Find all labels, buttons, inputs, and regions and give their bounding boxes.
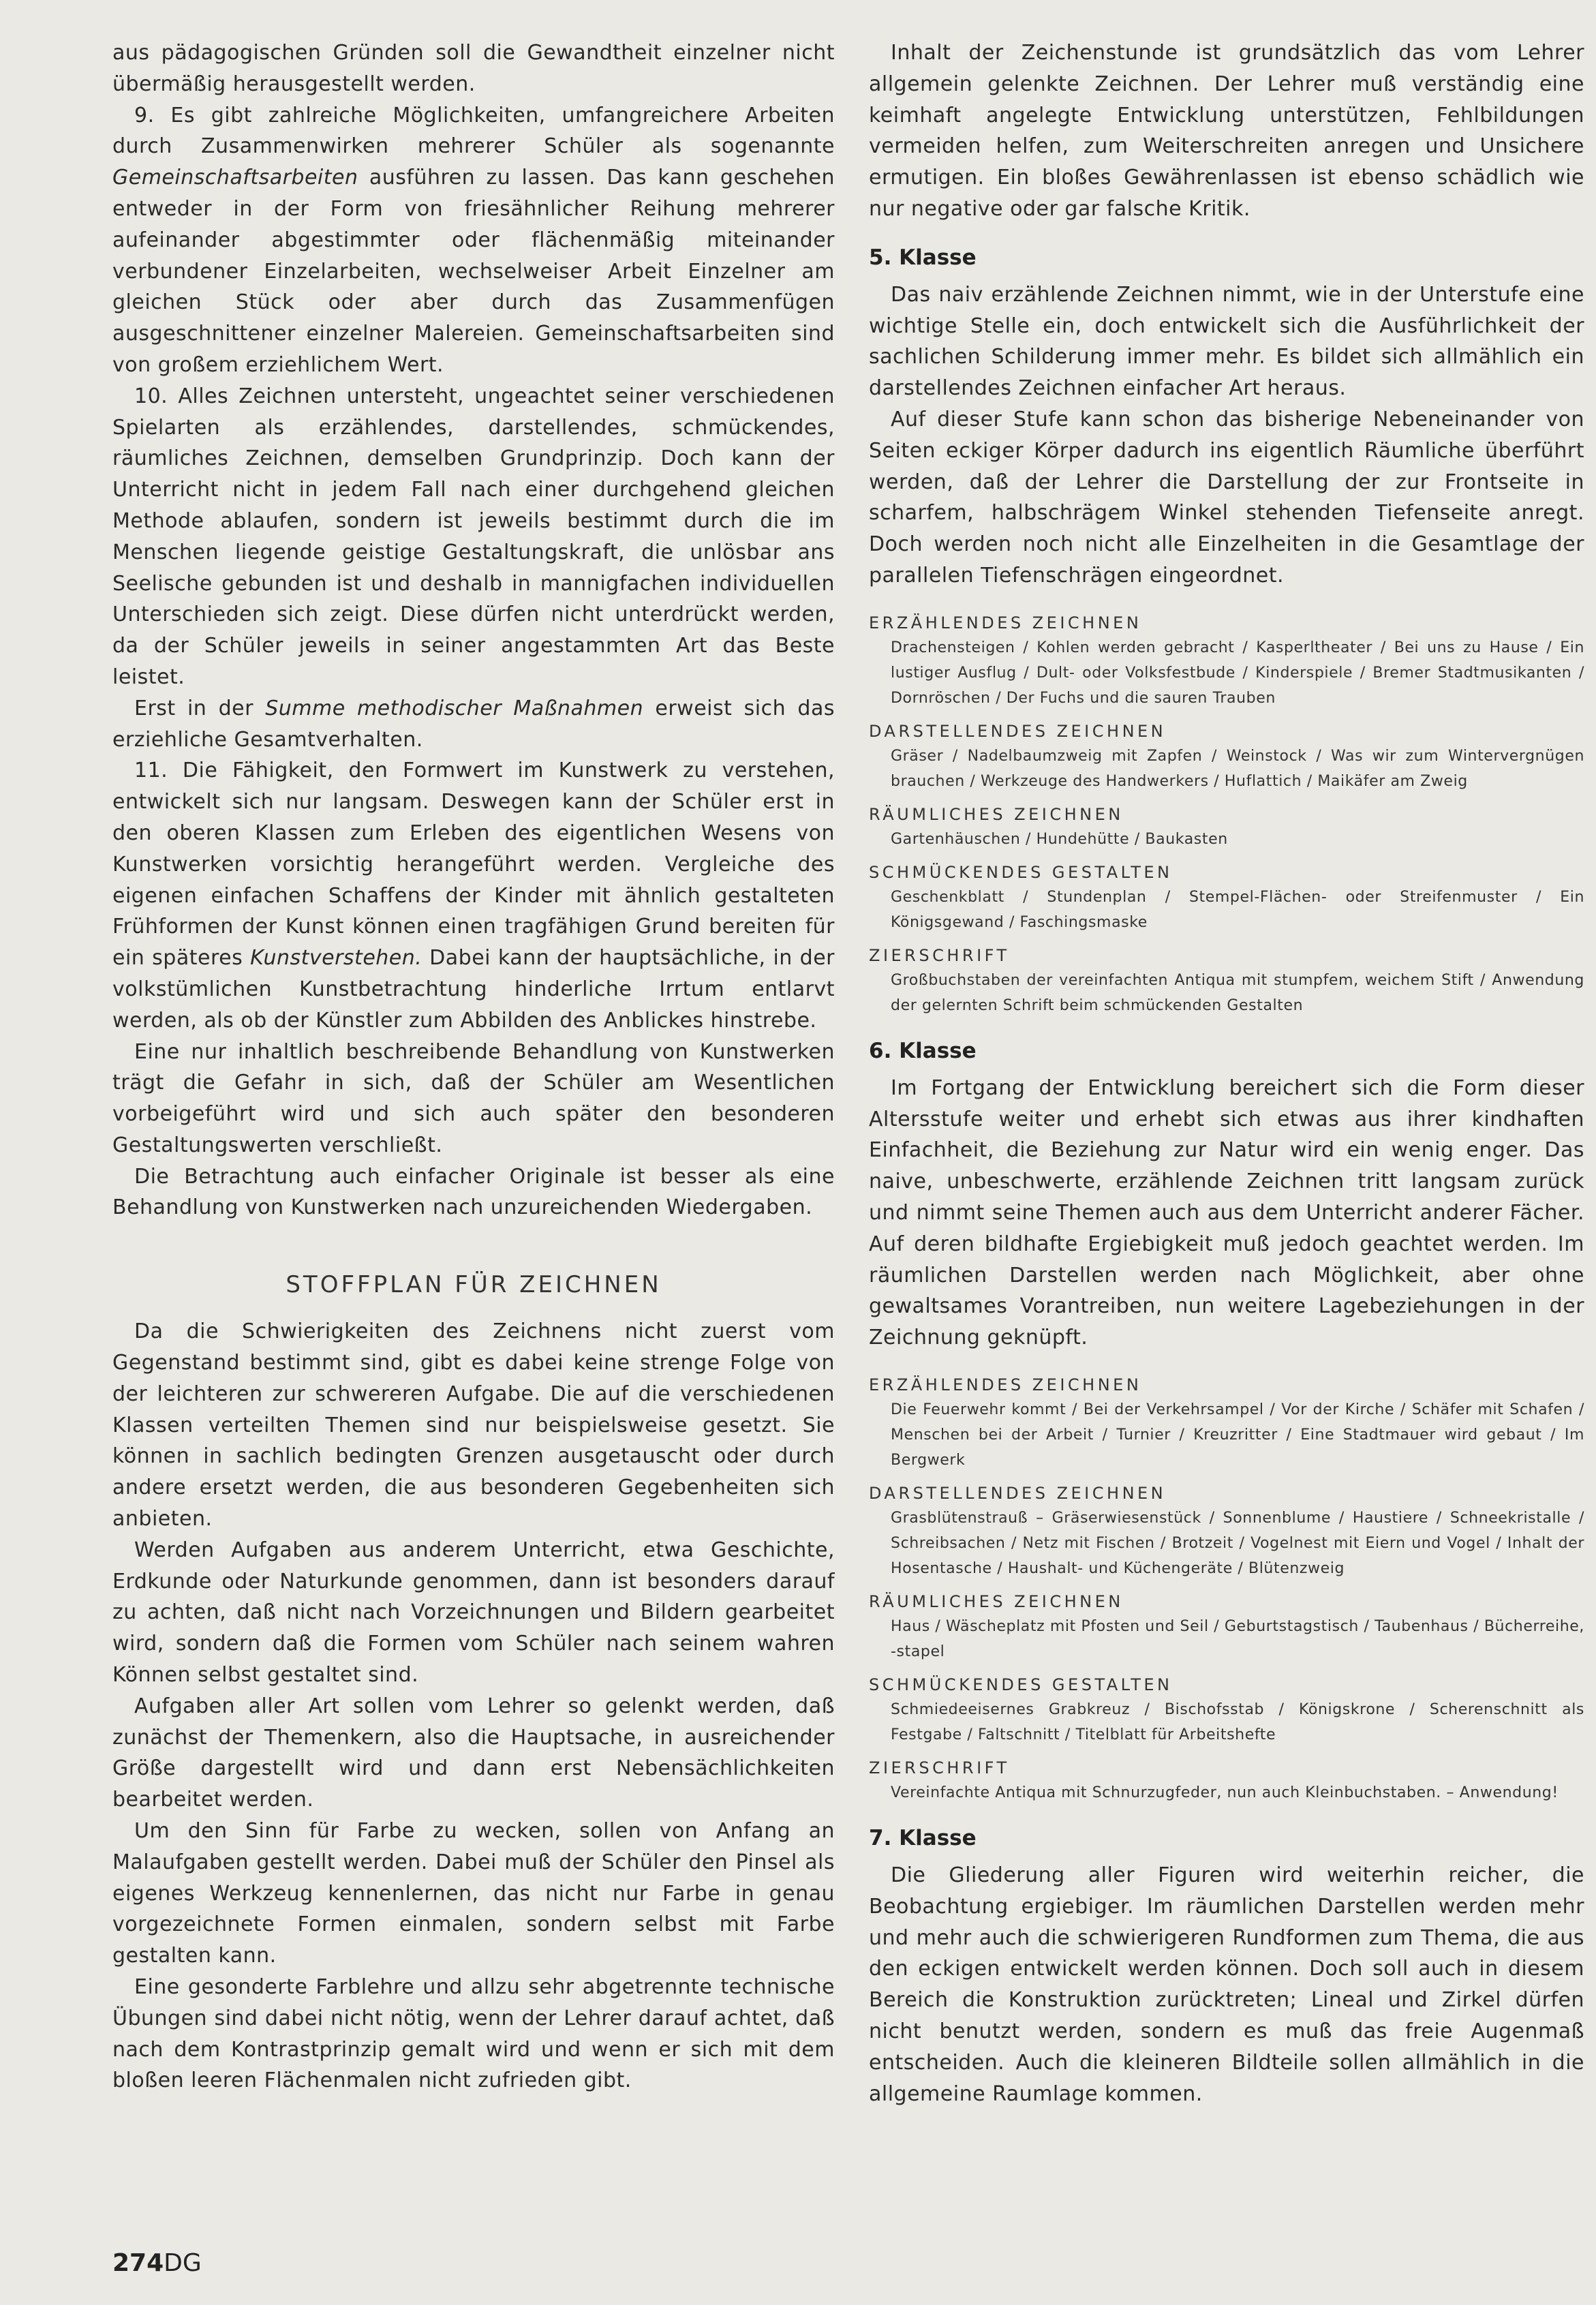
left-column bbox=[112, 37, 835, 2096]
topic-list: Schmiedeeisernes Grabkreuz / Bischofsstab / Königskrone / Scherenschnitt als Festgabe / Faltschnitt / Titelblatt für Arbeitshefte bbox=[891, 1700, 1584, 1743]
category-label: DARSTELLENDES ZEICHNEN bbox=[869, 1483, 1167, 1503]
topic-list: Haus / Wäscheplatz mit Pfosten und Seil / Geburtstagstisch / Taubenhaus / Bücherreihe, -stapel bbox=[891, 1617, 1584, 1660]
category-label: RÄUMLICHES ZEICHNEN bbox=[869, 1591, 1124, 1611]
category-label: RÄUMLICHES ZEICHNEN bbox=[869, 804, 1124, 824]
spacer bbox=[869, 1354, 1584, 1364]
page-number: 274 bbox=[112, 2249, 164, 2277]
topic-list: Geschenkblatt / Stundenplan / Stempel-Flächen- oder Streifenmuster / Ein Königsgewand / Faschingsmaske bbox=[891, 888, 1584, 931]
paragraph: Um den Sinn für Farbe zu wecken, sollen von Anfang an Malaufgaben gestellt werden. Dabei muß der Schüler den Pinsel als eigenes Werkzeug kennenlernen, das nicht nur Farbe in genau vorgezeichnete Formen einmalen, sondern selbst mit Farbe gestalten kann. bbox=[112, 1819, 835, 1968]
paragraph: Eine gesonderte Farblehre und allzu sehr abgetrennte technische Übungen sind dabei nicht nötig, wenn der Lehrer darauf achtet, daß nach dem Kontrastprinzip gemalt wird und wenn er sich mit dem bloßen leeren Flächenmalen nicht zufrieden gibt. bbox=[112, 1975, 835, 2093]
topic-list: Gartenhäuschen / Hundehütte / Baukasten bbox=[891, 830, 1228, 848]
class-7-heading: 7. Klasse bbox=[869, 1825, 977, 1850]
category-label: SCHMÜCKENDES GESTALTEN bbox=[869, 1675, 1173, 1694]
topic-list: Grasblütenstrauß – Gräserwiesenstück / Sonnenblume / Haustiere / Schneekristalle / Schreibsachen / Netz mit Fischen / Brotzeit / Vogelnest mit Eiern und Vogel / Inhalt der Hosentasche / Haushalt- und Küchengeräte / Blütenzweig bbox=[891, 1509, 1584, 1577]
category-label: ZIERSCHRIFT bbox=[869, 945, 1010, 965]
section-title: STOFFPLAN FÜR ZEICHNEN bbox=[286, 1271, 662, 1299]
paragraph-9: 9. Es gibt zahlreiche Möglichkeiten, umfangreichere Arbeiten durch Zusammenwirken mehrerer Schüler als sogenannte Gemeinschaftsarbeiten ausführen zu lassen. Das kann geschehen entweder in der Form von friesähnlicher Reihung mehrerer aufeinander abgestimmter oder flächenmäßig miteinander verbundener Einzelarbeiten, wechselweiser Arbeit Einzelner am gleichen Stück oder aber durch das Zusammenfügen ausgeschnittener einzelner Malereien. Gemeinschaftsarbeiten sind von großem erziehlichem Wert. bbox=[112, 103, 835, 377]
topic-list: Drachensteigen / Kohlen werden gebracht / Kasperltheater / Bei uns zu Hause / Ein lustiger Ausflug / Dult- oder Volksfestbude / Kinderspiele / Bremer Stadtmusikanten / Dornröschen / Der Fuchs und die sauren Trauben bbox=[891, 639, 1584, 707]
paragraph: aus pädagogischen Gründen soll die Gewandtheit einzelner nicht übermäßig herausgestellt werden. bbox=[112, 41, 835, 96]
topic-list: Vereinfachte Antiqua mit Schnurzugfeder, nun auch Kleinbuchstaben. – Anwendung! bbox=[891, 1784, 1559, 1801]
topic-list: Die Feuerwehr kommt / Bei der Verkehrsampel / Vor der Kirche / Schäfer mit Schafen / Menschen bei der Arbeit / Turnier / Kreuzritter / Eine Stadtmauer wird gebaut / Im Bergwerk bbox=[891, 1401, 1584, 1469]
class-6-heading: 6. Klasse bbox=[869, 1038, 977, 1063]
category-label: SCHMÜCKENDES GESTALTEN bbox=[869, 862, 1173, 882]
paragraph: Eine nur inhaltlich beschreibende Behandlung von Kunstwerken trägt die Gefahr in sich, daß der Schüler am Wesentlichen vorbeigeführt wird und sich auch später den besonderen Gestaltungswerten verschließt. bbox=[112, 1039, 835, 1157]
category-label: ZIERSCHRIFT bbox=[869, 1758, 1010, 1777]
paragraph-11: 11. Die Fähigkeit, den Formwert im Kunstwerk zu verstehen, entwickelt sich nur langsam. Deswegen kann der Schüler erst in den oberen Klassen zum Erleben des eigentlichen Wesens von Kunstwerken vorsichtig herangeführt werden. Vergleiche des eigenen einfachen Schaffens der Kinder mit ähnlich gestalteten Frühformen der Kunst können einen tragfähigen Grund bereiten für ein späteres Kunstverstehen. Dabei kann der hauptsächliche, in der volkstümlichen Kunstbetrachtung hinderliche Irrtum entlarvt werden, als ob der Künstler zum Abbilden des Anblickes hinstrebe. bbox=[112, 759, 835, 1033]
paragraph: Die Betrachtung auch einfacher Originale ist besser als eine Behandlung von Kunstwerken nach unzureichenden Wiedergaben. bbox=[112, 1164, 835, 1220]
paragraph-10: 10. Alles Zeichnen untersteht, ungeachtet seiner verschiedenen Spielarten als erzählendes, darstellendes, schmückendes, räumliches Zeichnen, demselben Grundprinzip. Doch kann der Unterricht nicht in jedem Fall nach einer durchgehend gleichen Methode ablaufen, sondern ist jeweils bestimmt durch die im Menschen liegende geistige Gestaltungskraft, die unlösbar ans Seelische gebunden ist und deshalb in mannigfachen individuellen Unterschieden sich zeigt. Diese dürfen nicht unterdrückt werden, da der Schüler jeweils in seiner angestammten Art das Beste leistet. bbox=[112, 384, 835, 689]
paragraph: Auf dieser Stufe kann schon das bisherige Nebeneinander von Seiten eckiger Körper dadurch ins eigentlich Räumliche überführt werden, daß der Lehrer die Darstellung der zur Frontseite in scharfem, halbschrägem Winkel stehenden Tiefenseite anregt. Doch werden noch nicht alle Einzelheiten in die Gesamtlage der parallelen Tiefenschrägen eingeordnet. bbox=[869, 407, 1584, 587]
paragraph: Erst in der Summe methodischer Maßnahmen erweist sich das erziehliche Gesamtverhalten. bbox=[112, 696, 835, 752]
paragraph: Werden Aufgaben aus anderem Unterricht, etwa Geschichte, Erdkunde oder Naturkunde genommen, dann ist besonders darauf zu achten, daß nicht nach Vorzeichnungen und Bildern gearbeitet wird, sondern daß die Formen vom Schüler nach seinem wahren Können selbst gestaltet sind. bbox=[112, 1538, 835, 1688]
paragraph: Das naiv erzählende Zeichnen nimmt, wie in der Unterstufe eine wichtige Stelle ein, doch entwickelt sich die Ausführlichkeit der sachlichen Schilderung immer mehr. Es bildet sich allmählich ein darstellendes Zeichnen einfacher Art heraus. bbox=[869, 282, 1584, 401]
paragraph: Aufgaben aller Art sollen vom Lehrer so gelenkt werden, daß zunächst der Themenkern, also die Hauptsache, in ausreichender Größe dargestellt wird und dann erst Nebensächlichkeiten bearbeitet werden. bbox=[112, 1694, 835, 1812]
paragraph: Inhalt der Zeichenstunde ist grundsätzlich das vom Lehrer allgemein gelenkte Zeichnen. Der Lehrer muß verständig eine keimhaft angelegte Entwicklung unterstützen, Fehlbildungen vermeiden helfen, zum Weiterschreiten anregen und Unsichere ermutigen. Ein bloßes Gewährenlassen ist ebenso schädlich wie nur negative oder gar falsche Kritik. bbox=[869, 41, 1584, 221]
paragraph: Im Fortgang der Entwicklung bereichert sich die Form dieser Altersstufe weiter und erhebt sich etwas aus ihrer kindhaften Einfachheit, die Beziehung zur Natur wird ein wenig enger. Das naive, unbeschwerte, erzählende Zeichnen tritt langsam zurück und nimmt seine Themen auch aus dem Unterricht anderer Fächer. Auf deren bildhafte Ergiebigkeit muß jedoch geachtet werden. Im räumlichen Darstellen werden nach Möglichkeit, aber ohne gewaltsames Vorantreiben, nun weitere Lagebeziehungen in der Zeichnung geknüpft. bbox=[869, 1075, 1584, 1350]
page-footer bbox=[112, 2249, 202, 2277]
class-5-heading: 5. Klasse bbox=[869, 245, 977, 270]
category-label: ERZÄHLENDES ZEICHNEN bbox=[869, 1375, 1142, 1394]
topic-list: Gräser / Nadelbaumzweig mit Zapfen / Weinstock / Was wir zum Wintervergnügen brauchen / Werkzeuge des Handwerkers / Huflattich / Maikäfer am Zweig bbox=[891, 747, 1584, 790]
paragraph: Die Gliederung aller Figuren wird weiterhin reicher, die Beobachtung ergiebiger. Im räumlichen Darstellen werden mehr und mehr auch die schwierigeren Rundformen zum Thema, die aus den eckigen entwickelt werden können. Doch soll auch in diesem Bereich die Konstruktion zurücktreten; Lineal und Zirkel dürfen nicht benutzt werden, sondern es muß das freie Augenmaß entscheiden. Auch die kleineren Bildteile sollen allmählich in die allgemeine Raumlage kommen. bbox=[869, 1863, 1584, 2106]
spacer bbox=[869, 592, 1584, 602]
topic-list: Großbuchstaben der vereinfachten Antiqua mit stumpfem, weichem Stift / Anwendung der gelernten Schrift beim schmückenden Gestalten bbox=[891, 971, 1584, 1014]
journal-abbrev: DG bbox=[164, 2249, 202, 2277]
paragraph: Da die Schwierigkeiten des Zeichnens nicht zuerst vom Gegenstand bestimmt sind, gibt es dabei keine strenge Folge von der leichteren zur schwereren Aufgabe. Die auf die verschiedenen Klassen verteilten Themen sind nur beispielsweise gesetzt. Sie können in sachlich bedingten Grenzen ausgetauscht oder durch andere ersetzt werden, die aus besonderen Gegebenheiten sich anbieten. bbox=[112, 1319, 835, 1531]
category-label: ERZÄHLENDES ZEICHNEN bbox=[869, 613, 1142, 632]
category-label: DARSTELLENDES ZEICHNEN bbox=[869, 721, 1167, 741]
right-column bbox=[869, 37, 1584, 2109]
